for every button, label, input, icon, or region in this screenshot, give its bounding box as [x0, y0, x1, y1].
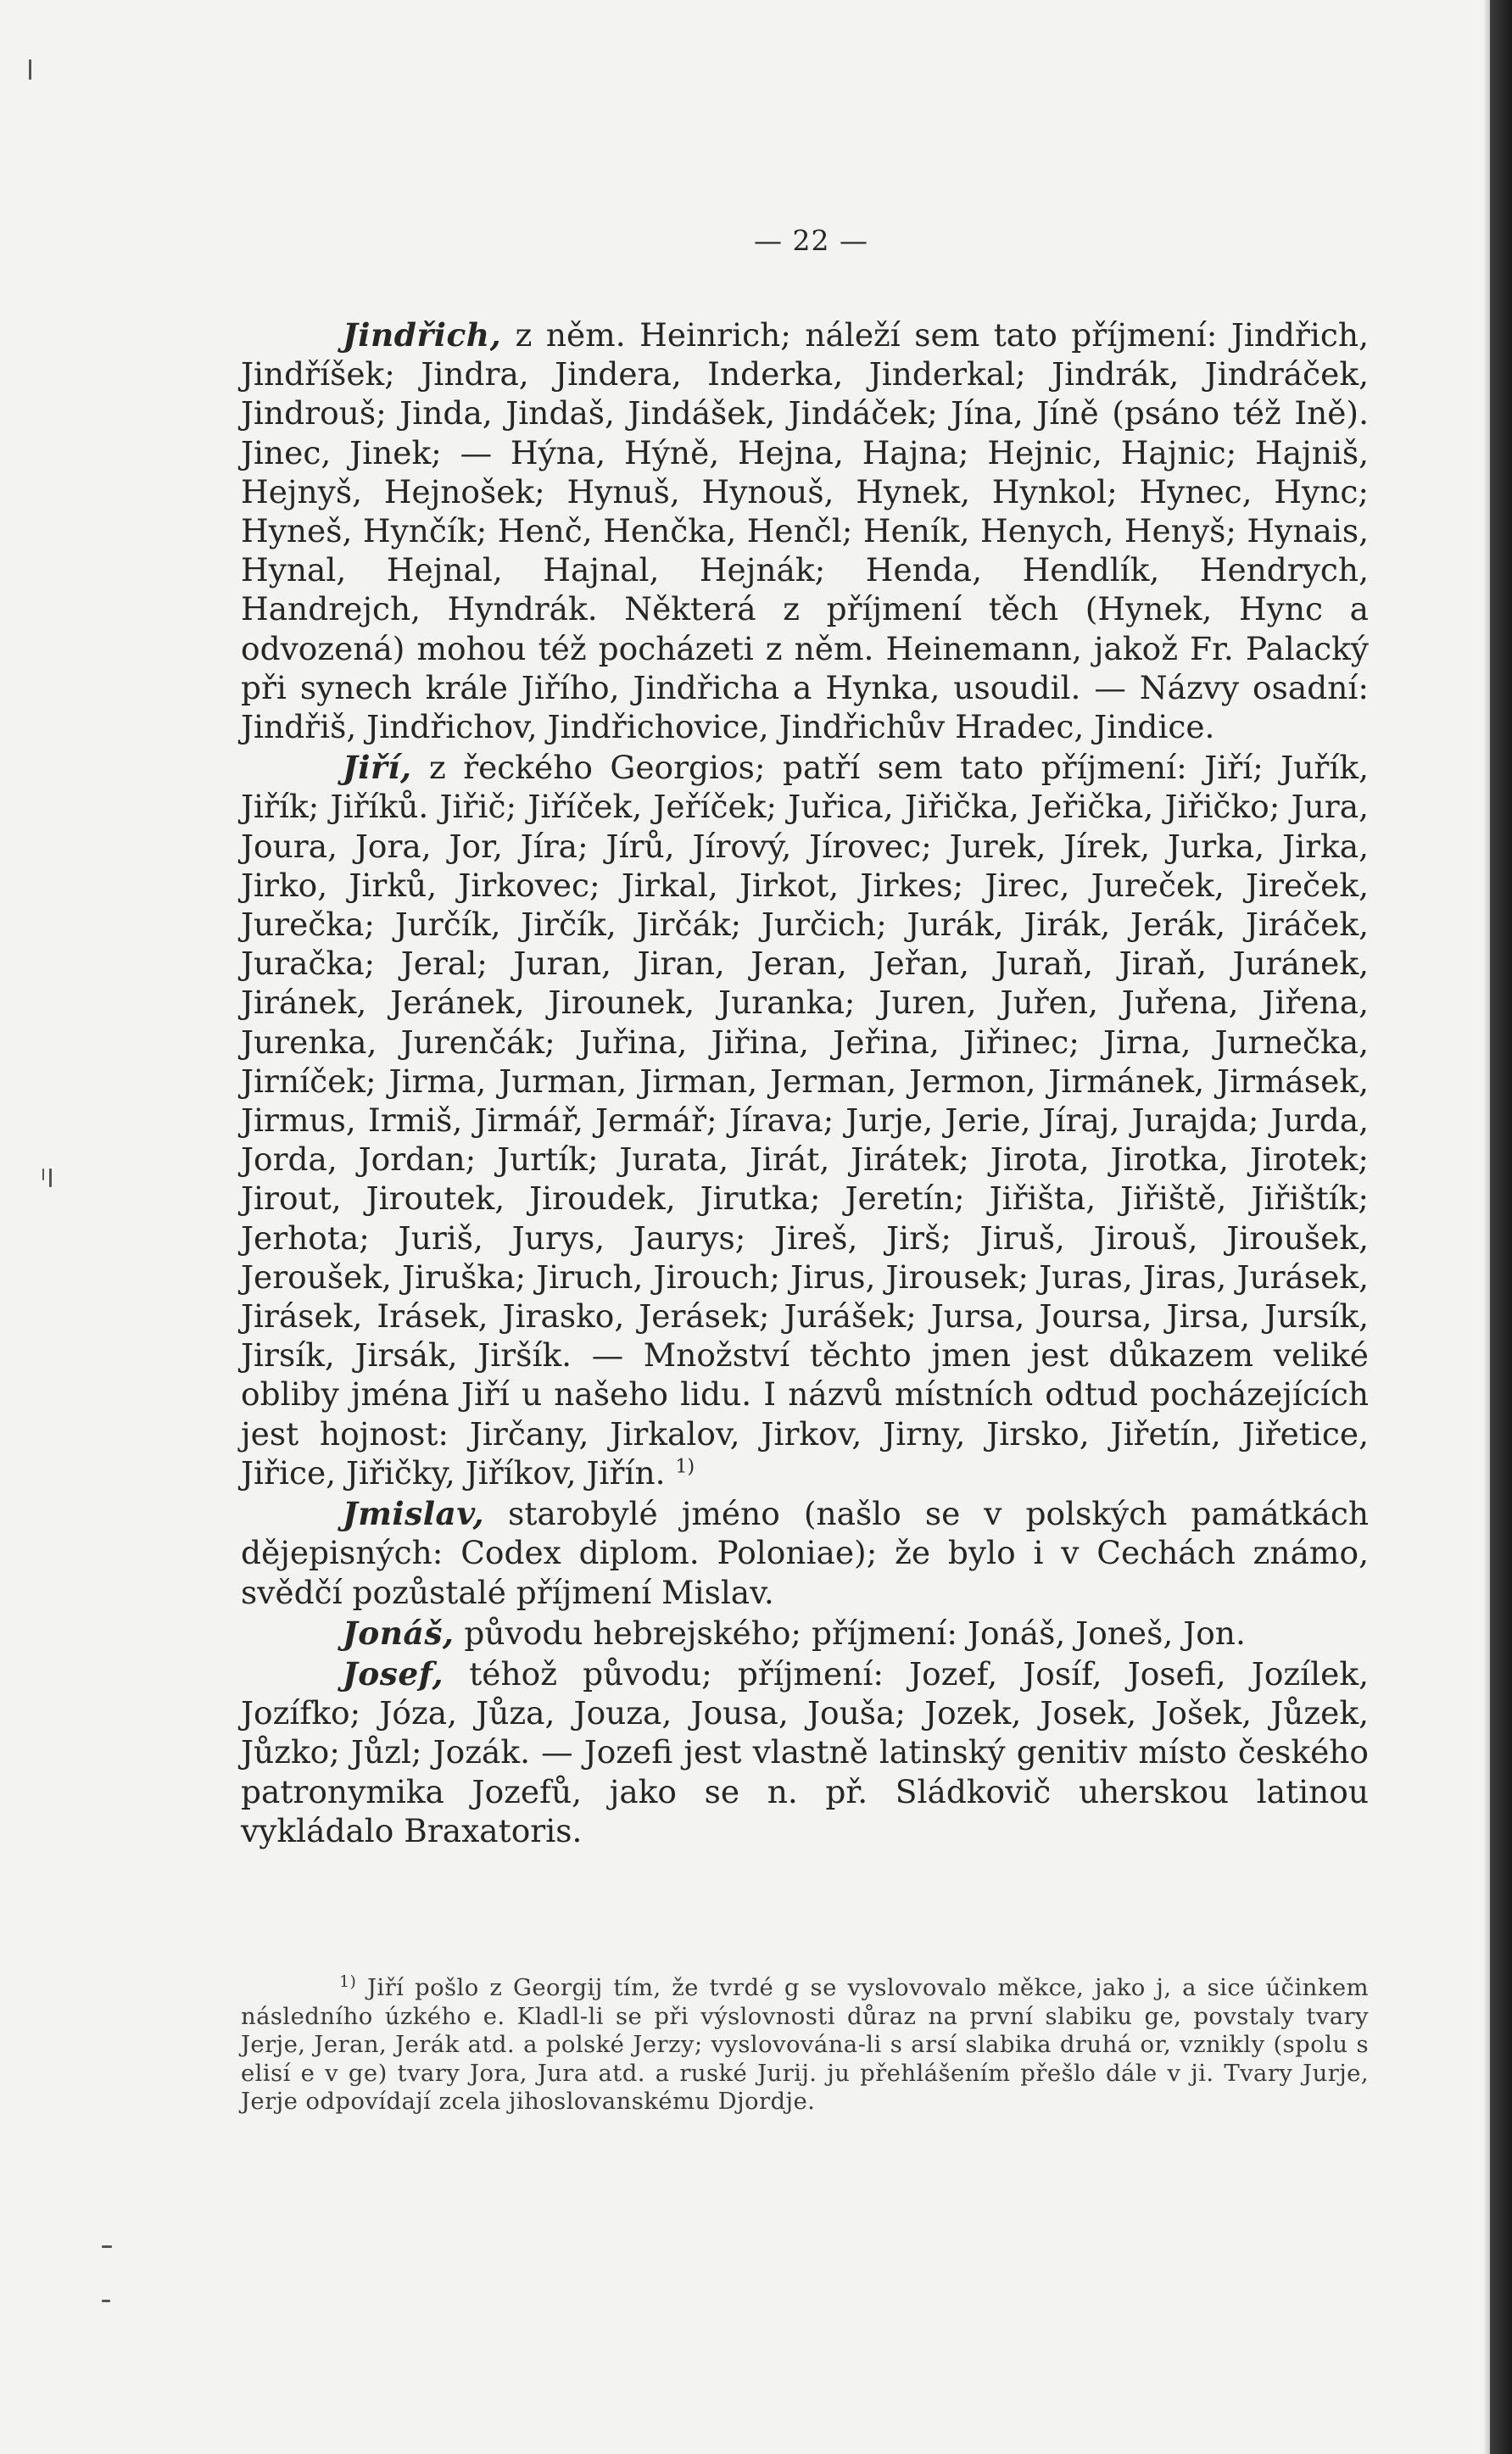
footnotes — [241, 1974, 1369, 2117]
entry-jiri — [241, 748, 1369, 1492]
entry-heading: Jonáš, — [343, 1614, 455, 1652]
scan-speck — [102, 2300, 110, 2302]
entry-heading: Jiří, — [343, 749, 412, 787]
scan-speck — [49, 1168, 52, 1187]
entry-body: z něm. Heinrich; náleží sem tato příjmení: Jindřich, Jindříšek; Jindra, Jindera, Inderka, Jinderkal; Jindrák, Jindráček, Jindrouš; Jinda, Jindaš, Jindášek, Jindáček; Jína, Jíně (psáno též Ině). Jinec, Jinek; — Hýna, Hýně, Hejna, Hajna; Hejnic, Hajnic; Hajniš, Hejnyš, Hejnošek; Hynuš, Hynouš, Hynek, Hynkol; Hynec, Hync; Hyneš, Hynčík; Henč, Henčka, Henčl; Heník, Henych, Henyš; Hynais, Hynal, Hejnal, Hajnal, Hejnák; Henda, Hendlík, Hendrych, Handrejch, Hyndrák. Některá z příjmení těch (Hynek, Hync a odvozená) mohou též pocházeti z něm. Heinemann, jakož Fr. Palacký při synech krále Jiřího, Jindřicha a Hynka, usoudil. — Názvy osadní: Jindřiš, Jindřichov, Jindřichovice, Jindřichův Hradec, Jindice. — [241, 316, 1369, 746]
footnote-text: Jiří pošlo z Georgij tím, že tvrdé g se vyslovovalo měkce, jako j, a sice účinkem následního úzkého e. Kladl-li se při výslovnosti důraz na první slabiku ge, povstaly tvary Jerje, Jeran, Jerák atd. a polské Jerzy; vyslovována-li s arsí slabika druhá or, vznikly (spolu s elisí e v ge) tvary Jora, Jura atd. a ruské Jurij. ju přehlášením přešlo dále v ji. Tvary Jurje, Jerje odpovídají zcela jihoslovanskému Djordje. — [241, 1974, 1369, 2115]
page-edge-shadow — [1483, 0, 1490, 2454]
entry-heading: Josef, — [343, 1654, 444, 1693]
entry-body: původu hebrejského; příjmení: Jonáš, Joneš, Jon. — [454, 1614, 1246, 1652]
scan-border — [1490, 0, 1512, 2454]
page-number: — 22 — — [754, 224, 868, 257]
footnote-mark: 1) — [339, 1972, 357, 1991]
main-text — [241, 315, 1369, 1850]
entry-body: starobylé jméno (našlo se v polských památkách dějepisných: Codex diplom. Poloniae); že bylo i v Cechách známo, svědčí pozůstalé příjmení Mislav. — [241, 1495, 1369, 1611]
entry-jmislav — [241, 1494, 1369, 1612]
scan-speck — [29, 59, 31, 80]
entry-jonas — [241, 1614, 1369, 1653]
footnote-reference: 1) — [675, 1456, 695, 1478]
entry-body: téhož původu; příjmení: Jozef, Josíf, Josefi, Jozílek, Jozífko; Józa, Jůza, Jouza, Jousa, Jouša; Jozek, Josek, Jošek, Jůzek, Jůzko; Jůzl; Jozák. — Jozefi jest vlastně latinský genitiv místo českého patronymika Jozefů, jako se n. př. Sládkovič uherskou latinou vykládalo Braxatoris. — [241, 1654, 1369, 1849]
entry-jindrich — [241, 315, 1369, 746]
entry-heading: Jmislav, — [343, 1495, 485, 1533]
entry-heading: Jindřich, — [343, 316, 502, 354]
scan-speck — [102, 2245, 112, 2248]
entry-josef — [241, 1654, 1369, 1850]
footnote-1 — [241, 1974, 1369, 2117]
scan-speck — [42, 1168, 44, 1180]
entry-body: z řeckého Georgios; patří sem tato příjmení: Jiří; Juřík, Jiřík; Jiříků. Jiřič; Jiříček, Jeříček; Juřica, Jiřička, Jeřička, Jiřičko; Jura, Joura, Jora, Jor, Jíra; Jírů, Jírový, Jírovec; Jurek, Jírek, Jurka, Jirka, Jirko, Jirků, Jirkovec; Jirkal, Jirkot, Jirkes; Jirec, Jureček, Jireček, Jurečka; Jurčík, Jirčík, Jirčák; Jurčich; Jurák, Jirák, Jerák, Jiráček, Juračka; Jeral; Juran, Jiran, Jeran, Jeřan, Juraň, Jiraň, Juránek, Jiránek, Jeránek, Jirounek, Juranka; Juren, Juřen, Juřena, Jiřena, Jurenka, Jurenčák; Juřina, Jiřina, Jeřina, Jiřinec; Jirna, Jurnečka, Jirníček; Jirma, Jurman, Jirman, Jerman, Jermon, Jirmánek, Jirmásek, Jirmus, Irmiš, Jirmář, Jermář; Jírava; Jurje, Jerie, Jíraj, Jurajda; Jurda, Jorda, Jordan; Jurtík; Jurata, Jirát, Jirátek; Jirota, Jirotka, Jirotek; Jirout, Jiroutek, Jiroudek, Jirutka; Jeretín; Jiřišta, Jiřiště, Jiřištík; Jerhota; Juriš, Jurys, Jaurys; Jireš, Jirš; Jiruš, Jirouš, Jiroušek, Jeroušek, Jiruška; Jiruch, Jirouch; Jirus, Jirousek; Juras, Jiras, Jurásek, Jirásek, Irásek, Jirasko, Jerásek; Jurášek; Jursa, Joursa, Jirsa, Jursík, Jirsík, Jirsák, Jiršík. — Množství těchto jmen jest důkazem veliké obliby jména Jiří u našeho lidu. I názvů místních odtud pocházejících jest hojnost: Jirčany, Jirkalov, Jirkov, Jirny, Jirsko, Jiřetín, Jiřetice, Jiřice, Jiřičky, Jiříkov, Jiřín. — [241, 749, 1369, 1492]
